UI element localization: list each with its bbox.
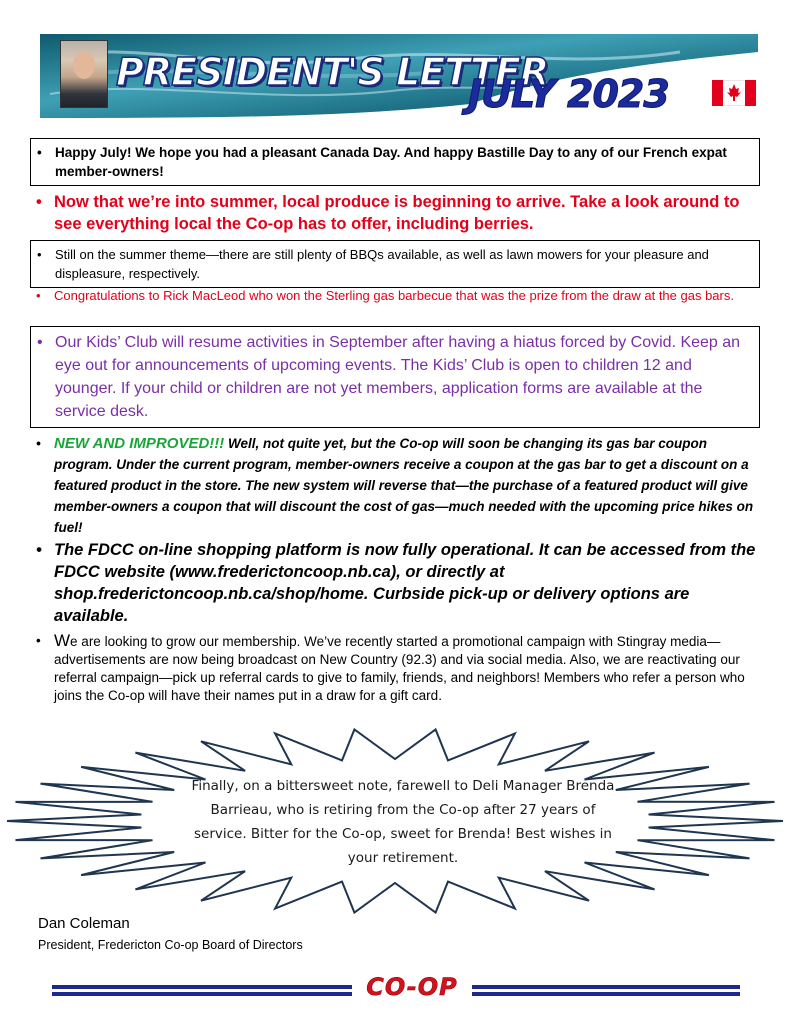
bullet-icon: • (36, 288, 41, 303)
bullet-icon: • (37, 334, 43, 351)
list-item (30, 287, 760, 305)
signature-name: Dan Coleman (38, 915, 130, 932)
bullet-text: Now that we’re into summer, local produce is beginning to arrive. Take a look around to see everything local the Co-op has to offer, including berries. (54, 193, 740, 233)
list-item (30, 240, 760, 288)
highlight-text: NEW AND IMPROVED!!! (54, 435, 225, 452)
list-item (30, 138, 760, 186)
list-item (30, 326, 760, 428)
president-photo (60, 40, 108, 108)
list-item (30, 632, 760, 705)
bullet-text: Our Kids’ Club will resume activities in September after having a hiatus forced by Covid. Keep an eye out for announcements of upcoming events. The Kids’ Club is open to children 12 and younger. If your child or children are not yet members, application forms are available at the service desk. (55, 334, 741, 420)
canada-flag-icon (712, 80, 756, 106)
page-title: PRESIDENT'S LETTER (116, 50, 549, 94)
signature-title: President, Fredericton Co-op Board of Directors (38, 938, 303, 952)
farewell-note: Finally, on a bittersweet note, farewell to Deli Manager Brenda Barrieau, who is retiring from the Co-op after 27 years of service. Bitter for the Co-op, sweet for Brenda! Best wishes in your retirement. (191, 778, 615, 866)
bullet-icon: • (36, 193, 42, 211)
bullet-text: Congratulations to Rick MacLeod who won the Sterling gas barbecue that was the prize from the draw at the gas bars. (54, 288, 734, 303)
list-item (30, 539, 760, 627)
bullet-icon: • (36, 633, 41, 648)
list-item (30, 191, 760, 235)
bullet-text: The FDCC on-line shopping platform is now fully operational. It can be accessed from the FDCC website (www.frederictoncoop.nb.ca), or directly at shop.frederictoncoop.nb.ca/shop/home. Curbside pick-up or delivery options are available. (54, 541, 756, 625)
coop-logo: CO-OP (352, 973, 472, 1001)
bullet-icon: • (37, 247, 42, 262)
issue-date: JULY 2023 (468, 72, 669, 116)
bullet-text: Well, not quite yet, but the Co-op will soon be changing its gas bar coupon program. Under the current program, member-owners receive a coupon at the gas bar to get a discount on a featured product in the store. The new system will reverse that—the purchase of a featured product will give member-owners a coupon that will discount the cost of gas—much needed with the upcoming price hikes on fuel! (54, 436, 754, 535)
bullet-icon: • (36, 436, 41, 451)
bullet-icon: • (37, 145, 42, 160)
bullet-text: Still on the summer theme—there are still plenty of BBQs available, as well as lawn mowers for your pleasure and displeasure, respectively. (55, 247, 709, 281)
drop-letter: W (54, 631, 71, 650)
bullet-icon: • (36, 541, 42, 559)
list-item (30, 433, 760, 538)
bullet-text: Happy July! We hope you had a pleasant Canada Day. And happy Bastille Day to any of our French expat member-owners! (55, 145, 727, 179)
bullet-text: e are looking to grow our membership. We’ve recently started a promotional campaign with Stingray media—advertisements are now being broadcast on New Country (92.3) and via social media. Also, we are reactivating our referral campaign—pick up referral cards to give to family, friends, and neighbors! Members who refer a person who joins the Co-op will have their names put in a draw for a gift card. (54, 634, 745, 703)
